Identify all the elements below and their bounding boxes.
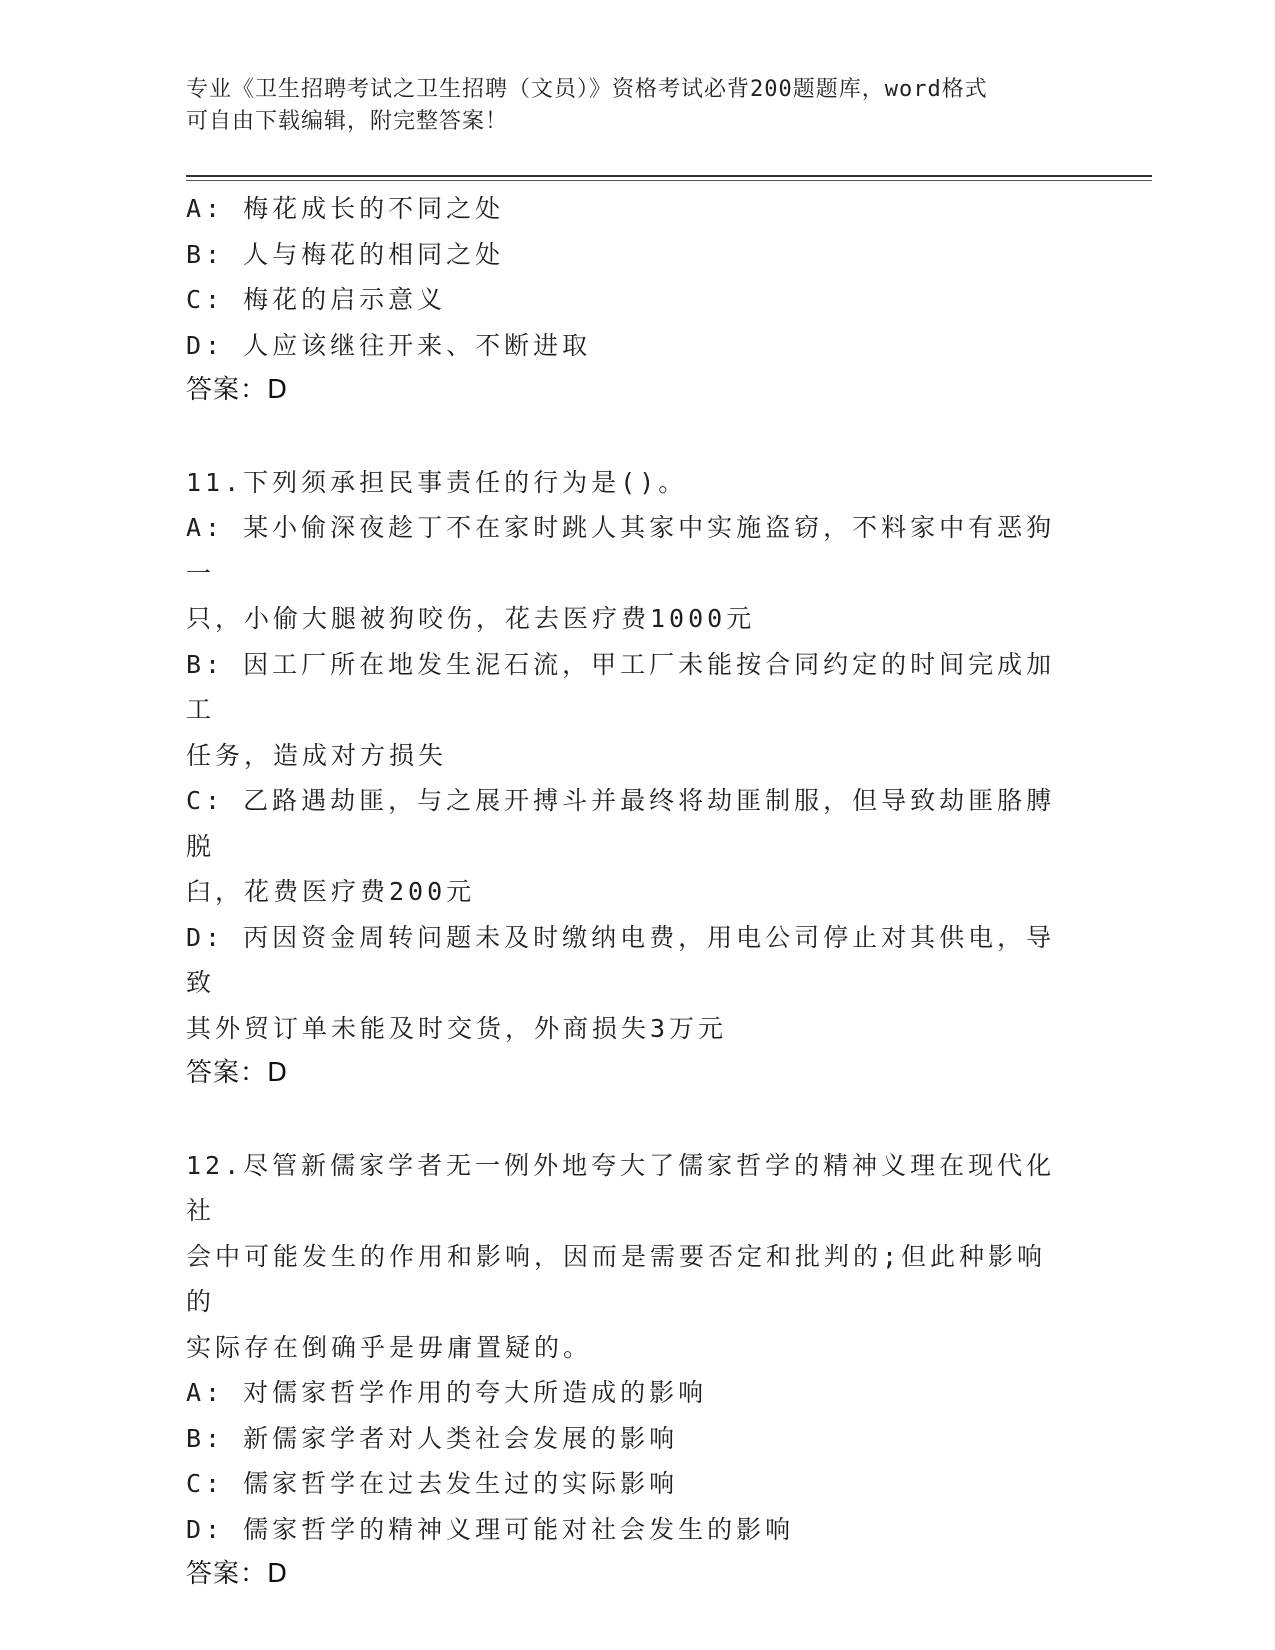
option-d-line-1: D: 丙因资金周转问题未及时缴纳电费，用电公司停止对其供电，导致 <box>186 922 1056 997</box>
option-d: D: 儒家哲学的精神义理可能对社会发生的影响 <box>186 1514 795 1544</box>
answer-line: 答案：D <box>186 375 289 405</box>
question-11-block <box>186 460 1066 1097</box>
header-title-line-2: 可自由下载编辑，附完整答案！ <box>186 109 509 134</box>
previous-question-block <box>186 186 1066 414</box>
option-b-line-1: B: 因工厂所在地发生泥石流，甲工厂未能按合同约定的时间完成加工 <box>186 649 1056 724</box>
question-12-stem-line-3: 实际存在倒确乎是毋庸置疑的。 <box>186 1332 593 1362</box>
question-11-stem: 11.下列须承担民事责任的行为是()。 <box>186 467 688 497</box>
header-title-line-1: 专业《卫生招聘考试之卫生招聘（文员）》资格考试必背200题题库，word格式 <box>186 77 988 102</box>
question-12-stem-line-1: 12.尽管新儒家学者无一例外地夸大了儒家哲学的精神义理在现代化社 <box>186 1150 1056 1225</box>
document-header <box>186 74 1066 138</box>
option-c-line-2: 臼，花费医疗费200元 <box>186 877 476 906</box>
answer-line: 答案：D <box>186 1058 289 1088</box>
option-a: A: 对儒家哲学作用的夸大所造成的影响 <box>186 1378 708 1407</box>
option-d-line-2: 其外贸订单未能及时交货，外商损失3万元 <box>186 1013 728 1043</box>
option-c-line-1: C: 乙路遇劫匪，与之展开搏斗并最终将劫匪制服，但导致劫匪胳膊脱 <box>186 786 1056 861</box>
header-divider-thick <box>186 175 1152 177</box>
option-c: C: 梅花的启示意义 <box>186 285 447 314</box>
question-12-block <box>186 1143 1066 1598</box>
option-a: A: 梅花成长的不同之处 <box>186 194 505 223</box>
header-divider-thin <box>186 180 1152 181</box>
option-a-line-2: 只，小偷大腿被狗咬伤，花去医疗费1000元 <box>186 604 756 633</box>
option-b: B: 新儒家学者对人类社会发展的影响 <box>186 1423 679 1453</box>
question-content <box>186 186 1066 1598</box>
option-d: D: 人应该继往开来、不断进取 <box>186 330 592 360</box>
option-b: B: 人与梅花的相同之处 <box>186 239 505 269</box>
option-c <box>186 778 1066 915</box>
option-b-line-2: 任务，造成对方损失 <box>186 740 448 770</box>
question-12-stem-line-2: 会中可能发生的作用和影响，因而是需要否定和批判的;但此种影响的 <box>186 1241 1047 1316</box>
option-d <box>186 915 1066 1052</box>
option-a <box>186 505 1066 642</box>
option-c: C: 儒家哲学在过去发生过的实际影响 <box>186 1469 679 1498</box>
answer-line: 答案：D <box>186 1559 289 1589</box>
option-b <box>186 642 1066 779</box>
option-a-line-1: A: 某小偷深夜趁丁不在家时跳人其家中实施盗窃，不料家中有恶狗一 <box>186 513 1056 588</box>
